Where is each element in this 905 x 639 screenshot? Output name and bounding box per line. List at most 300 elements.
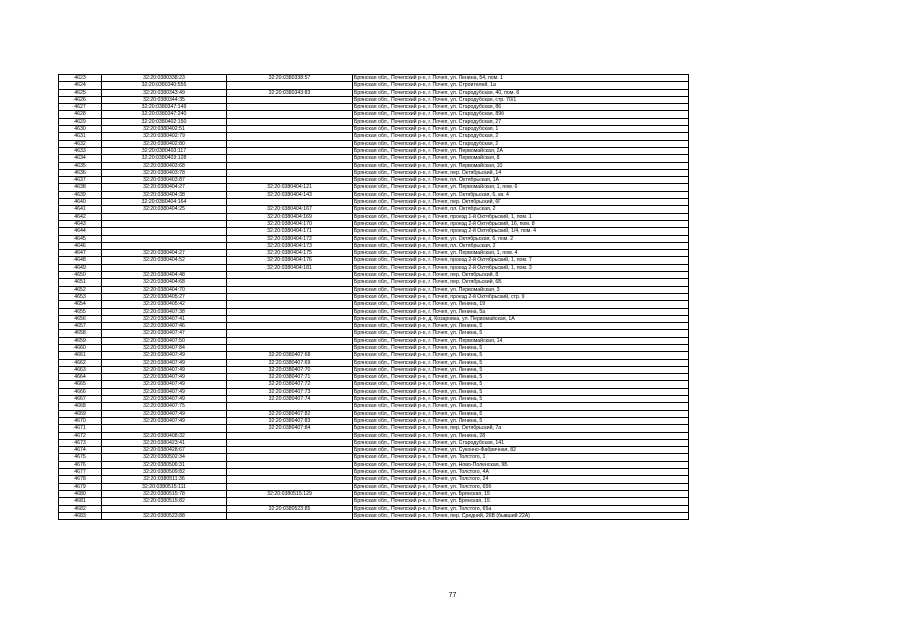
row-number-cell: 4668 xyxy=(59,403,102,410)
address-cell: Брянская обл., Почепский р-н, г. Почеп, ул. Первомайская, 10 xyxy=(353,162,689,169)
address-cell: Брянская обл., Почепский р-н, г. Почеп, пер. Октябрьский, 6Г xyxy=(353,199,689,206)
object-cadastral-number-cell xyxy=(227,330,353,337)
object-cadastral-number-cell xyxy=(227,476,353,483)
object-cadastral-number-cell: 32:20:0380515:129 xyxy=(227,490,353,497)
address-cell: Брянская обл., Почепский р-н, г. Почеп, ул. Ленина, 3 xyxy=(353,403,689,410)
object-cadastral-number-cell xyxy=(227,293,353,300)
land-cadastral-number-cell: 32:20:0380403:78 xyxy=(102,169,227,176)
land-cadastral-number-cell: 32:20:0380407:49 xyxy=(102,381,227,388)
table-row xyxy=(59,454,689,461)
address-cell: Брянская обл., Почепский р-н, г. Почеп, ул. Октябрьская, 6, пом. 2 xyxy=(353,235,689,242)
row-number-cell: 4652 xyxy=(59,286,102,293)
land-cadastral-number-cell: 32:20:0380403:68 xyxy=(102,162,227,169)
table-row xyxy=(59,191,689,198)
object-cadastral-number-cell: 32:20:0380343:83 xyxy=(227,89,353,96)
land-cadastral-number-cell xyxy=(102,242,227,249)
address-cell: Брянская обл., Почепский р-н, г. Почеп, ул. Стародубская, 1 xyxy=(353,126,689,133)
row-number-cell: 4674 xyxy=(59,447,102,454)
address-cell: Брянская обл., Почепский р-н, г. Почеп, ул. Стародубская, 2 xyxy=(353,133,689,140)
address-cell: Брянская обл., Почепский р-н, г. Почеп, проезд 2-й Октябрьский, 1/4, пом. 4 xyxy=(353,228,689,235)
land-cadastral-number-cell: 32:20:0380404:52 xyxy=(102,257,227,264)
land-cadastral-number-cell: 32:20:0380407:49 xyxy=(102,410,227,417)
table-row xyxy=(59,505,689,512)
address-cell: Брянская обл., Почепский р-н, г. Почеп, ул. Ленина, 19 xyxy=(353,301,689,308)
address-cell: Брянская обл., Почепский р-н, г. Почеп, ул. Ленина, 5 xyxy=(353,417,689,424)
table-row xyxy=(59,469,689,476)
object-cadastral-number-cell xyxy=(227,323,353,330)
row-number-cell: 4676 xyxy=(59,461,102,468)
land-cadastral-number-cell: 32:20:0380407:84 xyxy=(102,344,227,351)
object-cadastral-number-cell xyxy=(227,512,353,519)
object-cadastral-number-cell xyxy=(227,286,353,293)
object-cadastral-number-cell xyxy=(227,82,353,89)
address-cell: Брянская обл., Почепский р-н, г. Почеп, пер. Октябрьский, 14 xyxy=(353,169,689,176)
row-number-cell: 4670 xyxy=(59,417,102,424)
land-cadastral-number-cell: 32:20:0380402:51 xyxy=(102,126,227,133)
row-number-cell: 4678 xyxy=(59,476,102,483)
land-cadastral-number-cell: 32:20:0380407:49 xyxy=(102,388,227,395)
object-cadastral-number-cell xyxy=(227,155,353,162)
row-number-cell: 4623 xyxy=(59,75,102,82)
row-number-cell: 4675 xyxy=(59,454,102,461)
land-cadastral-number-cell: 32:20:0380407:38 xyxy=(102,308,227,315)
row-number-cell: 4648 xyxy=(59,257,102,264)
row-number-cell: 4667 xyxy=(59,396,102,403)
table-row xyxy=(59,476,689,483)
land-cadastral-number-cell: 32:20:0380402:150 xyxy=(102,118,227,125)
land-cadastral-number-cell: 32:20:0380523:88 xyxy=(102,512,227,519)
table-row xyxy=(59,498,689,505)
table-row xyxy=(59,461,689,468)
row-number-cell: 4637 xyxy=(59,177,102,184)
land-cadastral-number-cell: 32:20:0380403:128 xyxy=(102,155,227,162)
land-cadastral-number-cell: 32:20:0380404:68 xyxy=(102,279,227,286)
address-cell: Брянская обл., Почепский р-н, г. Почеп, ул. Стародубская, 2 xyxy=(353,140,689,147)
row-number-cell: 4639 xyxy=(59,191,102,198)
row-number-cell: 4624 xyxy=(59,82,102,89)
table-row xyxy=(59,286,689,293)
row-number-cell: 4656 xyxy=(59,315,102,322)
object-cadastral-number-cell xyxy=(227,315,353,322)
table-row xyxy=(59,293,689,300)
table-row xyxy=(59,308,689,315)
row-number-cell: 4626 xyxy=(59,96,102,103)
table-row xyxy=(59,396,689,403)
row-number-cell: 4677 xyxy=(59,469,102,476)
row-number-cell: 4650 xyxy=(59,272,102,279)
table-row xyxy=(59,432,689,439)
address-cell: Брянская обл., Почепский р-н, д. Козаровка, ул. Первомайская, 1А xyxy=(353,315,689,322)
table-row xyxy=(59,220,689,227)
land-cadastral-number-cell: 32:20:0380515:82 xyxy=(102,498,227,505)
object-cadastral-number-cell: 32:20:0380407:74 xyxy=(227,396,353,403)
object-cadastral-number-cell xyxy=(227,469,353,476)
land-cadastral-number-cell: 32:20:0380408:32 xyxy=(102,432,227,439)
row-number-cell: 4666 xyxy=(59,388,102,395)
address-cell: Брянская обл., Почепский р-н, г. Почеп, ул. Ленина, 5 xyxy=(353,374,689,381)
land-cadastral-number-cell: 32:20:0380405:27 xyxy=(102,293,227,300)
table-row xyxy=(59,337,689,344)
table-row xyxy=(59,381,689,388)
object-cadastral-number-cell: 32:20:0380407:69 xyxy=(227,359,353,366)
row-number-cell: 4654 xyxy=(59,301,102,308)
table-row xyxy=(59,89,689,96)
object-cadastral-number-cell xyxy=(227,133,353,140)
object-cadastral-number-cell xyxy=(227,147,353,154)
land-cadastral-number-cell: 32:20:0380502:34 xyxy=(102,454,227,461)
land-cadastral-number-cell: 32:20:0380344:35 xyxy=(102,96,227,103)
table-row xyxy=(59,490,689,497)
row-number-cell: 4681 xyxy=(59,498,102,505)
land-cadastral-number-cell: 32:20:0380407:46 xyxy=(102,323,227,330)
object-cadastral-number-cell xyxy=(227,140,353,147)
table-row xyxy=(59,96,689,103)
object-cadastral-number-cell xyxy=(227,454,353,461)
address-cell: Брянская обл., Почепский р-н, г. Почеп, пер. Октябрьский, 7а xyxy=(353,425,689,432)
row-number-cell: 4644 xyxy=(59,228,102,235)
land-cadastral-number-cell xyxy=(102,235,227,242)
table-row xyxy=(59,301,689,308)
object-cadastral-number-cell xyxy=(227,104,353,111)
object-cadastral-number-cell xyxy=(227,447,353,454)
row-number-cell: 4638 xyxy=(59,184,102,191)
land-cadastral-number-cell: 32:20:0380511:36 xyxy=(102,476,227,483)
table-row xyxy=(59,235,689,242)
land-cadastral-number-cell: 32:20:0380404:70 xyxy=(102,286,227,293)
object-cadastral-number-cell xyxy=(227,439,353,446)
object-cadastral-number-cell: 32:20:0380404:170 xyxy=(227,220,353,227)
row-number-cell: 4680 xyxy=(59,490,102,497)
object-cadastral-number-cell: 32:20:0380404:172 xyxy=(227,235,353,242)
row-number-cell: 4631 xyxy=(59,133,102,140)
table-row xyxy=(59,111,689,118)
address-cell: Брянская обл., Почепский р-н, г. Почеп, проезд 1-й Октябрьский, 1, пом. 1 xyxy=(353,213,689,220)
address-cell: Брянская обл., Почепский р-н, г. Почеп, ул. Брянская, 15 xyxy=(353,490,689,497)
object-cadastral-number-cell: 32:20:0380404:171 xyxy=(227,228,353,235)
row-number-cell: 4679 xyxy=(59,483,102,490)
table-row xyxy=(59,410,689,417)
object-cadastral-number-cell: 32:20:0380407:84 xyxy=(227,425,353,432)
table-row xyxy=(59,118,689,125)
land-cadastral-number-cell: 32:20:0380407:49 xyxy=(102,396,227,403)
row-number-cell: 4629 xyxy=(59,118,102,125)
table-row xyxy=(59,147,689,154)
row-number-cell: 4635 xyxy=(59,162,102,169)
land-cadastral-number-cell: 32:20:0380343:49 xyxy=(102,89,227,96)
object-cadastral-number-cell xyxy=(227,403,353,410)
object-cadastral-number-cell: 32:20:0380407:70 xyxy=(227,366,353,373)
land-cadastral-number-cell: 32:20:0380404:48 xyxy=(102,272,227,279)
row-number-cell: 4662 xyxy=(59,359,102,366)
address-cell: Брянская обл., Почепский р-н, г. Почеп, ул. Ленина, 5 xyxy=(353,388,689,395)
address-cell: Брянская обл., Почепский р-н, г. Почеп, ул. Стародубская, 27 xyxy=(353,118,689,125)
address-cell: Брянская обл., Почепский р-н, г. Почеп, ул. Толстого, 65б xyxy=(353,483,689,490)
land-cadastral-number-cell: 32:20:0380404:164 xyxy=(102,199,227,206)
address-cell: Брянская обл., Почепский р-н, г. Почеп, ул. Ленина, 54, пом. 1 xyxy=(353,75,689,82)
address-cell: Брянская обл., Почепский р-н, г. Почеп, ул. Ленина, 5 xyxy=(353,352,689,359)
address-cell: Брянская обл., Почепский р-н, г. Почеп, ул. Ленина, 5 xyxy=(353,410,689,417)
table-row xyxy=(59,388,689,395)
address-cell: Брянская обл., Почепский р-н, г. Почеп, проезд 2-й Октябрьский, 16, пом. 8 xyxy=(353,220,689,227)
table-row xyxy=(59,330,689,337)
land-cadastral-number-cell: 32:20:0380509:82 xyxy=(102,469,227,476)
land-cadastral-number-cell xyxy=(102,505,227,512)
table-row xyxy=(59,323,689,330)
object-cadastral-number-cell xyxy=(227,483,353,490)
address-cell: Брянская обл., Почепский р-н, г. Почеп, ул. Толстого, 1 xyxy=(353,454,689,461)
row-number-cell: 4641 xyxy=(59,206,102,213)
land-cadastral-number-cell: 32:20:0380506:31 xyxy=(102,461,227,468)
table-row xyxy=(59,315,689,322)
land-cadastral-number-cell: 32:20:0380407:47 xyxy=(102,330,227,337)
land-cadastral-number-cell: 32:20:0380407:49 xyxy=(102,417,227,424)
address-cell: Брянская обл., Почепский р-н, г. Почеп, ул. Строителей, 1а xyxy=(353,82,689,89)
address-cell: Брянская обл., Почепский р-н, г. Почеп, пер. Средний, 26В (бывший 22А) xyxy=(353,512,689,519)
row-number-cell: 4627 xyxy=(59,104,102,111)
row-number-cell: 4646 xyxy=(59,242,102,249)
table-row xyxy=(59,213,689,220)
table-row xyxy=(59,250,689,257)
row-number-cell: 4683 xyxy=(59,512,102,519)
address-cell: Брянская обл., Почепский р-н, г. Почеп, пл. Октябрьская, 2 xyxy=(353,242,689,249)
table-row xyxy=(59,439,689,446)
address-cell: Брянская обл., Почепский р-н, г. Почеп, ул. Ленина, 5 xyxy=(353,396,689,403)
address-cell: Брянская обл., Почепский р-н, г. Почеп, ул. Первомайская, 3 xyxy=(353,286,689,293)
address-cell: Брянская обл., Почепский р-н, г. Почеп, ул. Суконно-Фабричная, 82 xyxy=(353,447,689,454)
address-cell: Брянская обл., Почепский р-н, г. Почеп, ул. Первомайская, 14 xyxy=(353,337,689,344)
address-cell: Брянская обл., Почепский р-н, г. Почеп, ул. Октябрьская, 6, кв. 4 xyxy=(353,191,689,198)
address-cell: Брянская обл., Почепский р-н, г. Почеп, ул. Первомайская, 1, пом. 4 xyxy=(353,250,689,257)
row-number-cell: 4645 xyxy=(59,235,102,242)
address-cell: Брянская обл., Почепский р-н, г. Почеп, ул. Первомайская, 1, пом. 6 xyxy=(353,184,689,191)
address-cell: Брянская обл., Почепский р-н, г. Почеп, ул. Ленина, 5 xyxy=(353,381,689,388)
table-row xyxy=(59,162,689,169)
land-cadastral-number-cell: 32:20:0380407:49 xyxy=(102,352,227,359)
object-cadastral-number-cell xyxy=(227,126,353,133)
address-cell: Брянская обл., Почепский р-н, г. Почеп, ул. Ленина, 28 xyxy=(353,432,689,439)
table-row xyxy=(59,199,689,206)
land-cadastral-number-cell xyxy=(102,264,227,271)
row-number-cell: 4660 xyxy=(59,344,102,351)
address-cell: Брянская обл., Почепский р-н, г. Почеп, ул. Толстого, 4А xyxy=(353,469,689,476)
object-cadastral-number-cell: 32:20:0380404:176 xyxy=(227,257,353,264)
land-cadastral-number-cell: 32:20:0380404:25 xyxy=(102,206,227,213)
land-cadastral-number-cell: 32:20:0380405:42 xyxy=(102,301,227,308)
row-number-cell: 4664 xyxy=(59,374,102,381)
row-number-cell: 4659 xyxy=(59,337,102,344)
object-cadastral-number-cell xyxy=(227,96,353,103)
address-cell: Брянская обл., Почепский р-н, г. Почеп, ул. Ново-Поленская, 9Б xyxy=(353,461,689,468)
table-row xyxy=(59,483,689,490)
object-cadastral-number-cell: 32:20:0380407:72 xyxy=(227,381,353,388)
row-number-cell: 4663 xyxy=(59,366,102,373)
address-cell: Брянская обл., Почепский р-н, г. Почеп, ул. Стародубская, 86 xyxy=(353,104,689,111)
table-row xyxy=(59,344,689,351)
land-cadastral-number-cell: 32:20:0380423:41 xyxy=(102,439,227,446)
address-cell: Брянская обл., Почепский р-н, г. Почеп, пер. Октябрьский, 8 xyxy=(353,272,689,279)
object-cadastral-number-cell: 32:20:0380404:167 xyxy=(227,206,353,213)
object-cadastral-number-cell: 32:20:0380404:143 xyxy=(227,191,353,198)
land-cadastral-number-cell: 32:20:0380407:75 xyxy=(102,403,227,410)
table-row xyxy=(59,242,689,249)
row-number-cell: 4657 xyxy=(59,323,102,330)
object-cadastral-number-cell: 32:20:0380404:175 xyxy=(227,250,353,257)
land-cadastral-number-cell: 32:20:0380347:240 xyxy=(102,111,227,118)
land-cadastral-number-cell: 32:20:0380407:49 xyxy=(102,359,227,366)
table-row xyxy=(59,417,689,424)
row-number-cell: 4655 xyxy=(59,308,102,315)
row-number-cell: 4630 xyxy=(59,126,102,133)
address-cell: Брянская обл., Почепский р-н, г. Почеп, пл. Октябрьская, 1А xyxy=(353,177,689,184)
land-cadastral-number-cell: 32:20:0380407:49 xyxy=(102,366,227,373)
object-cadastral-number-cell xyxy=(227,301,353,308)
address-cell: Брянская обл., Почепский р-н, г. Почеп, проезд 2-й Октябрьский, 1, пом. 7 xyxy=(353,257,689,264)
row-number-cell: 4682 xyxy=(59,505,102,512)
address-cell: Брянская обл., Почепский р-н, г. Почеп, ул. Ленина, 5 xyxy=(353,359,689,366)
row-number-cell: 4651 xyxy=(59,279,102,286)
address-cell: Брянская обл., Почепский р-н, г. Почеп, ул. Брянская, 15 xyxy=(353,498,689,505)
table-row xyxy=(59,104,689,111)
address-cell: Брянская обл., Почепский р-н, г. Почеп, ул. Первомайская, 8 xyxy=(353,155,689,162)
address-cell: Брянская обл., Почепский р-н, г. Почеп, пл. Октябрьская, 2 xyxy=(353,206,689,213)
object-cadastral-number-cell xyxy=(227,308,353,315)
object-cadastral-number-cell: 32:20:0380407:82 xyxy=(227,410,353,417)
object-cadastral-number-cell xyxy=(227,169,353,176)
land-cadastral-number-cell: 32:20:0380404:38 xyxy=(102,191,227,198)
object-cadastral-number-cell: 32:20:0380407:83 xyxy=(227,417,353,424)
object-cadastral-number-cell xyxy=(227,432,353,439)
table-row xyxy=(59,279,689,286)
object-cadastral-number-cell xyxy=(227,111,353,118)
row-number-cell: 4665 xyxy=(59,381,102,388)
address-cell: Брянская обл., Почепский р-н, г. Почеп, проезд 2-й Октябрьский, 1, пом. 3 xyxy=(353,264,689,271)
row-number-cell: 4632 xyxy=(59,140,102,147)
object-cadastral-number-cell xyxy=(227,337,353,344)
land-cadastral-number-cell xyxy=(102,213,227,220)
cadastral-table xyxy=(58,74,689,520)
table-row xyxy=(59,133,689,140)
address-cell: Брянская обл., Почепский р-н, г. Почеп, ул. Толстого, 24 xyxy=(353,476,689,483)
land-cadastral-number-cell: 32:20:0380347:149 xyxy=(102,104,227,111)
row-number-cell: 4642 xyxy=(59,213,102,220)
table-row xyxy=(59,228,689,235)
object-cadastral-number-cell xyxy=(227,162,353,169)
object-cadastral-number-cell xyxy=(227,118,353,125)
row-number-cell: 4653 xyxy=(59,293,102,300)
object-cadastral-number-cell xyxy=(227,461,353,468)
land-cadastral-number-cell: 32:20:0380402:79 xyxy=(102,133,227,140)
object-cadastral-number-cell xyxy=(227,344,353,351)
address-cell: Брянская обл., Почепский р-н, г. Почеп, ул. Стародубская, 141 xyxy=(353,439,689,446)
land-cadastral-number-cell: 32:20:0380404:27 xyxy=(102,250,227,257)
table-row xyxy=(59,155,689,162)
object-cadastral-number-cell: 32:20:0380407:68 xyxy=(227,352,353,359)
table-row xyxy=(59,352,689,359)
object-cadastral-number-cell: 32:20:0380407:73 xyxy=(227,388,353,395)
address-cell: Брянская обл., Почепский р-н, г. Почеп, ул. Толстого, 65а xyxy=(353,505,689,512)
land-cadastral-number-cell: 32:20:0380428:67 xyxy=(102,447,227,454)
object-cadastral-number-cell xyxy=(227,498,353,505)
table-row xyxy=(59,447,689,454)
table-row xyxy=(59,206,689,213)
object-cadastral-number-cell: 32:20:0380404:181 xyxy=(227,264,353,271)
row-number-cell: 4634 xyxy=(59,155,102,162)
row-number-cell: 4625 xyxy=(59,89,102,96)
address-cell: Брянская обл., Почепский р-н, г. Почеп, ул. Первомайская, 2А xyxy=(353,147,689,154)
land-cadastral-number-cell: 32:20:0380403:117 xyxy=(102,147,227,154)
row-number-cell: 4643 xyxy=(59,220,102,227)
land-cadastral-number-cell: 32:20:0380407:41 xyxy=(102,315,227,322)
land-cadastral-number-cell: 32:20:0380407:49 xyxy=(102,374,227,381)
table-row xyxy=(59,82,689,89)
object-cadastral-number-cell: 32:20:0380338:57 xyxy=(227,75,353,82)
table-row xyxy=(59,75,689,82)
address-cell: Брянская обл., Почепский р-н, г. Почеп, ул. Ленина, 5 xyxy=(353,323,689,330)
table-row xyxy=(59,257,689,264)
table-row xyxy=(59,126,689,133)
table-row xyxy=(59,169,689,176)
table-row xyxy=(59,425,689,432)
page-number: 77 xyxy=(448,592,457,599)
table-row xyxy=(59,140,689,147)
object-cadastral-number-cell xyxy=(227,177,353,184)
address-cell: Брянская обл., Почепский р-н, г. Почеп, ул. Стародубская, 89б xyxy=(353,111,689,118)
row-number-cell: 4633 xyxy=(59,147,102,154)
land-cadastral-number-cell: 32:20:0380402:80 xyxy=(102,140,227,147)
object-cadastral-number-cell: 32:20:0380404:169 xyxy=(227,213,353,220)
object-cadastral-number-cell: 32:20:0380523:85 xyxy=(227,505,353,512)
row-number-cell: 4669 xyxy=(59,410,102,417)
table-row xyxy=(59,512,689,519)
land-cadastral-number-cell xyxy=(102,228,227,235)
row-number-cell: 4628 xyxy=(59,111,102,118)
object-cadastral-number-cell xyxy=(227,272,353,279)
object-cadastral-number-cell: 32:20:0380404:121 xyxy=(227,184,353,191)
object-cadastral-number-cell: 32:20:0380404:173 xyxy=(227,242,353,249)
land-cadastral-number-cell xyxy=(102,425,227,432)
row-number-cell: 4661 xyxy=(59,352,102,359)
row-number-cell: 4671 xyxy=(59,425,102,432)
address-cell: Брянская обл., Почепский р-н, г. Почеп, ул. Ленина, 5 xyxy=(353,366,689,373)
row-number-cell: 4647 xyxy=(59,250,102,257)
land-cadastral-number-cell: 32:20:0380340:555 xyxy=(102,82,227,89)
row-number-cell: 4649 xyxy=(59,264,102,271)
table-row xyxy=(59,264,689,271)
table-row xyxy=(59,272,689,279)
address-cell: Брянская обл., Почепский р-н, г. Почеп, ул. Ленина, 5 xyxy=(353,344,689,351)
table-row xyxy=(59,359,689,366)
table-row xyxy=(59,184,689,191)
address-cell: Брянская обл., Почепский р-н, г. Почеп, ул. Ленина, 5а xyxy=(353,308,689,315)
land-cadastral-number-cell: 32:20:0380515:111 xyxy=(102,483,227,490)
land-cadastral-number-cell: 32:20:0380407:50 xyxy=(102,337,227,344)
land-cadastral-number-cell xyxy=(102,220,227,227)
table-row xyxy=(59,403,689,410)
object-cadastral-number-cell xyxy=(227,199,353,206)
row-number-cell: 4640 xyxy=(59,199,102,206)
address-cell: Брянская обл., Почепский р-н, г. Почеп, ул. Стародубская, 40, пом. 8 xyxy=(353,89,689,96)
table-row xyxy=(59,177,689,184)
land-cadastral-number-cell: 32:20:0380404:27 xyxy=(102,184,227,191)
row-number-cell: 4636 xyxy=(59,169,102,176)
object-cadastral-number-cell: 32:20:0380407:71 xyxy=(227,374,353,381)
address-cell: Брянская обл., Почепский р-н, г. Почеп, ул. Ленина, 5 xyxy=(353,330,689,337)
table-row xyxy=(59,366,689,373)
row-number-cell: 4672 xyxy=(59,432,102,439)
address-cell: Брянская обл., Почепский р-н, г. Почеп, проезд 2-й Октябрьский, стр. 9 xyxy=(353,293,689,300)
row-number-cell: 4673 xyxy=(59,439,102,446)
address-cell: Брянская обл., Почепский р-н, г. Почеп, пер. Октябрьский, 6Б xyxy=(353,279,689,286)
